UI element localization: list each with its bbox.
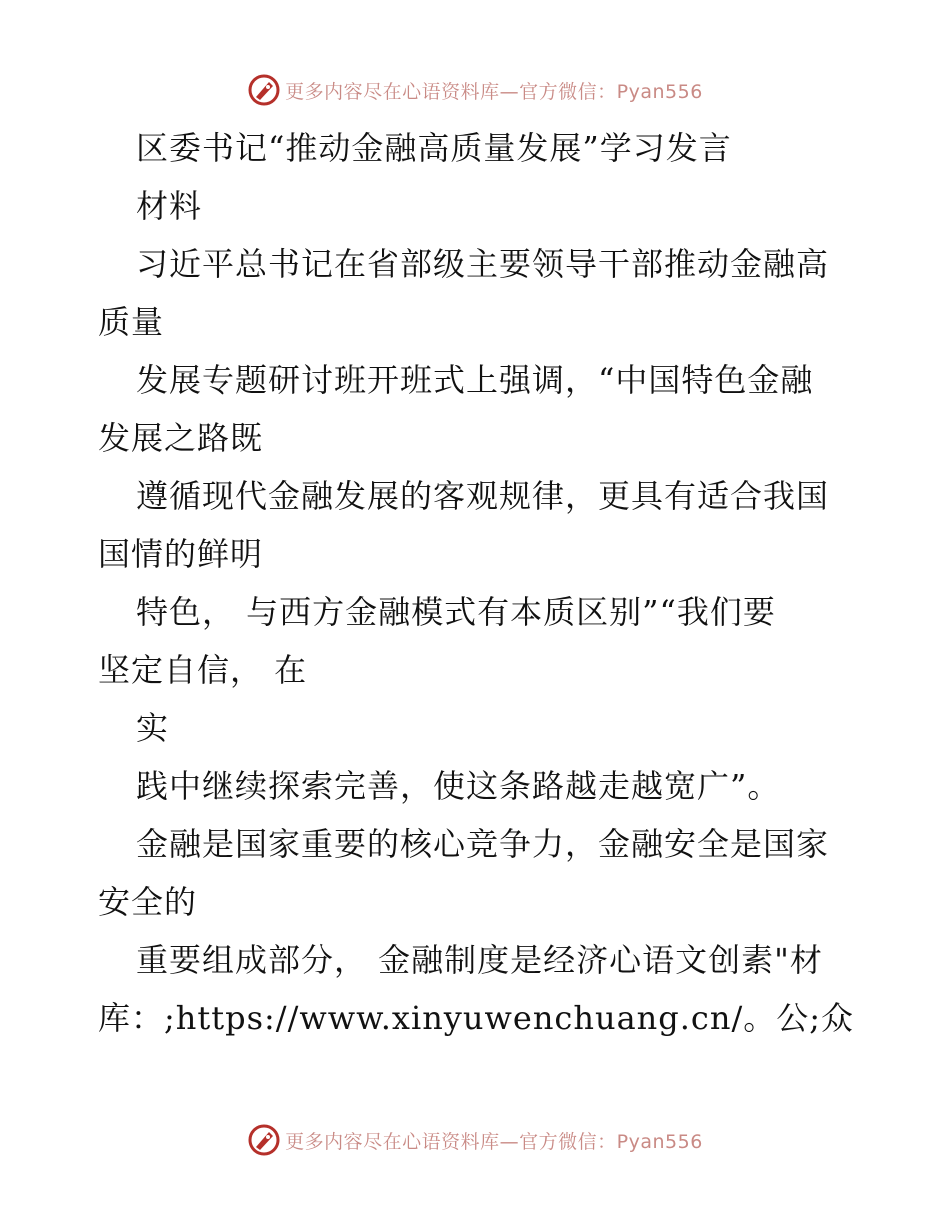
pen-nib-seal-icon (247, 73, 281, 107)
doc-line-12: 践中继续探索完善，使这条路越走越宽广”。 (136, 767, 781, 805)
doc-line-15: 重要组成部分， 金融制度是经济心语文创素"材 (136, 941, 823, 979)
header-banner-inner (247, 73, 703, 107)
doc-line-14: 安全的 (98, 883, 198, 921)
header-banner-text: 更多内容尽在心语资料库—官方微信：Pyan556 (285, 80, 703, 103)
doc-line-6: 发展之路既 (98, 419, 264, 457)
doc-line-7: 遵循现代金融发展的客观规律，更具有适合我国 (136, 477, 830, 515)
footer-banner (0, 1120, 950, 1160)
header-banner (0, 70, 950, 110)
doc-line-2: 材料 (136, 187, 203, 225)
pen-nib-seal-icon (247, 1123, 281, 1157)
doc-line-13: 金融是国家重要的核心竞争力，金融安全是国家 (136, 825, 830, 863)
doc-line-1: 区委书记“推动金融高质量发展”学习发言 (136, 129, 732, 167)
footer-banner-inner (247, 1123, 703, 1157)
doc-line-3: 习近平总书记在省部级主要领导干部推动金融高 (136, 245, 830, 283)
doc-line-5: 发展专题研讨班开班式上强调，“中国特色金融 (136, 361, 814, 399)
doc-line-4: 质量 (98, 303, 165, 341)
footer-banner-text: 更多内容尽在心语资料库—官方微信：Pyan556 (285, 1130, 703, 1153)
doc-line-8: 国情的鲜明 (98, 535, 264, 573)
doc-line-11: 实 (136, 709, 170, 747)
doc-line-9: 特色， 与西方金融模式有本质区别”“我们要 (136, 593, 776, 631)
doc-line-16: 库：;https://www.xinyuwenchuang.cn/。公;众 (98, 999, 855, 1037)
doc-line-10: 坚定自信， 在 (98, 651, 308, 689)
